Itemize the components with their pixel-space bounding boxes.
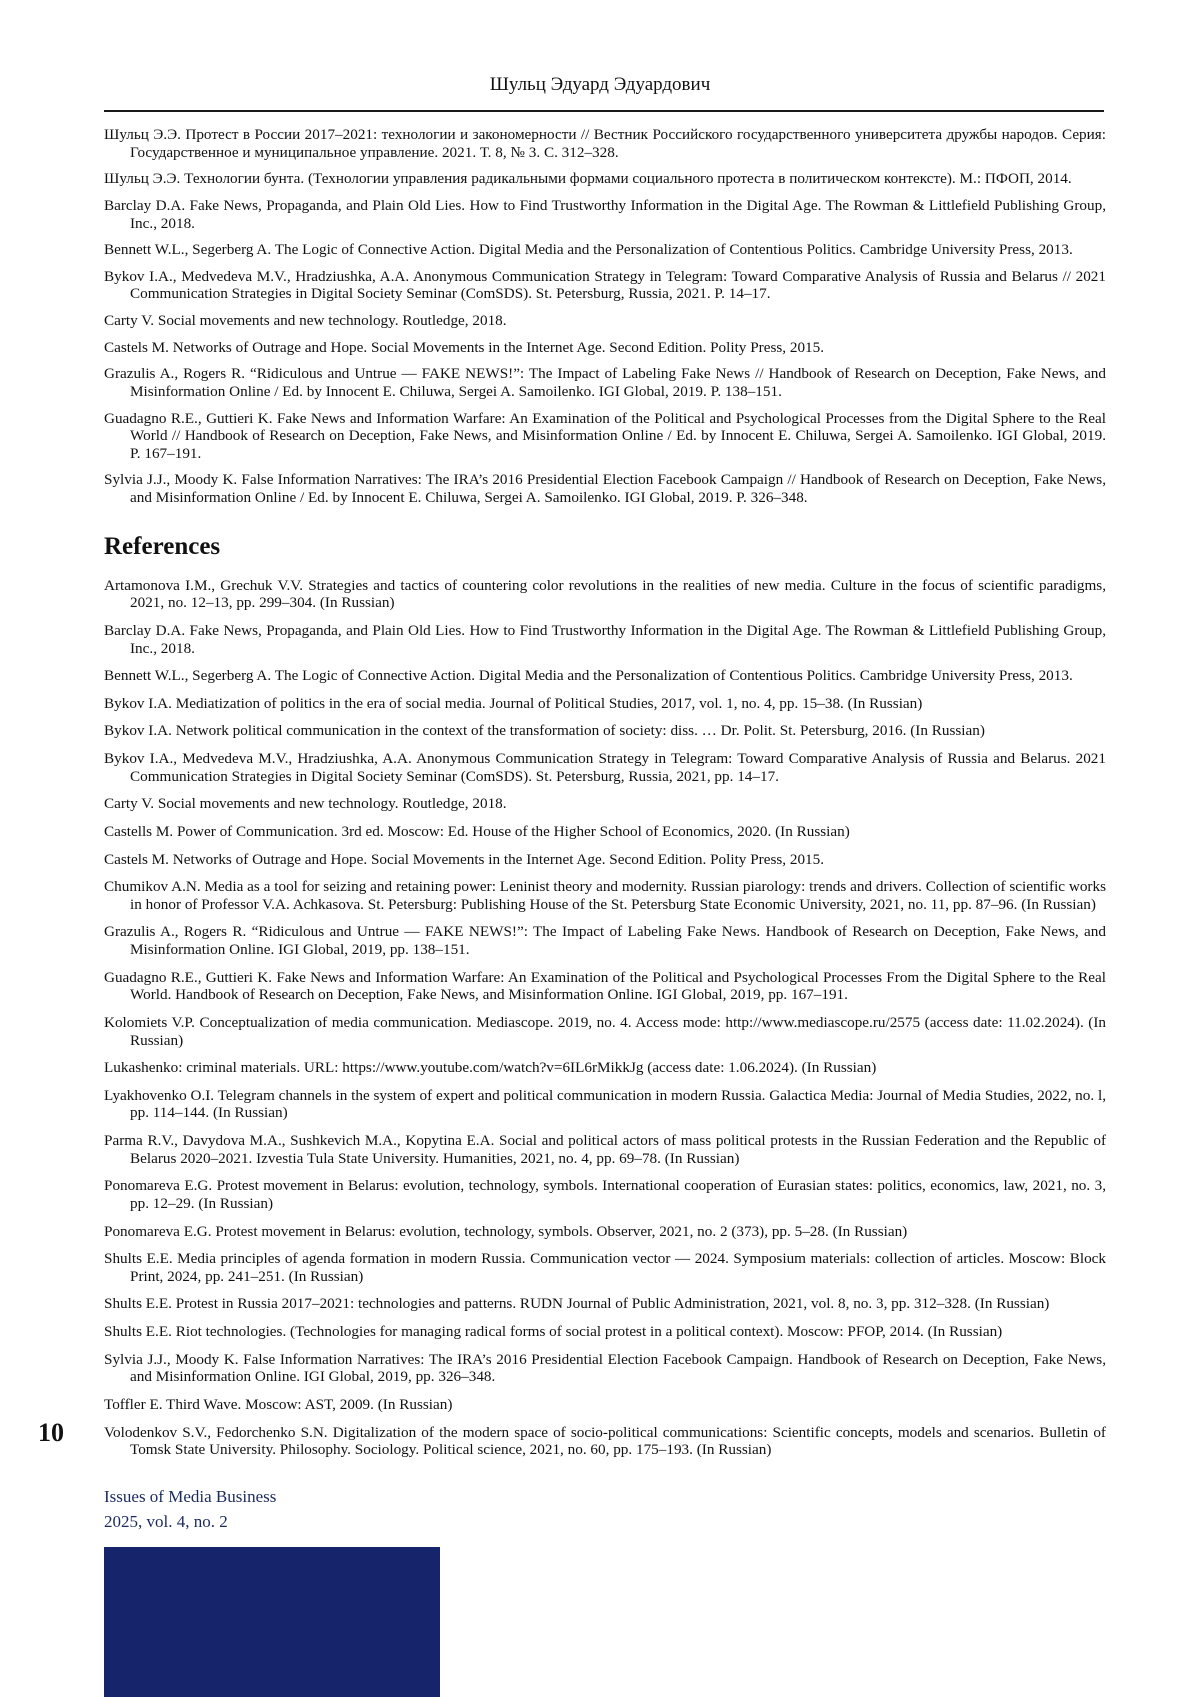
reference-item: Artamonova I.M., Grechuk V.V. Strategies and tactics of countering color revolutions in the realities of new media. Culture in the focus of scientific paradigms, 2021, no. 12–13, pp. 299–304. (In Russian) [104,576,1106,612]
reference-item: Sylvia J.J., Moody K. False Information Narratives: The IRA’s 2016 Presidential Election Facebook Campaign. Handbook of Research on Deception, Fake News, and Misinformation Online. IGI Global, 2019, pp. 326–348. [104,1350,1106,1386]
reference-item: Guadagno R.E., Guttieri K. Fake News and Information Warfare: An Examination of the Political and Psychological Processes From the Digital Sphere to the Real World. Handbook of Research on Deception, Fake News, and Misinformation Online. IGI Global, 2019, pp. 167–191. [104,968,1106,1004]
reference-item: Ponomareva E.G. Protest movement in Belarus: evolution, technology, symbols. International cooperation of Eurasian states: politics, economics, law, 2021, no. 3, pp. 12–29. (In Russian) [104,1177,1106,1212]
reference-item: Shults E.E. Media principles of agenda formation in modern Russia. Communication vector — 2024. Symposium materials: collection of articles. Moscow: Block Print, 2024, pp. 241–251. (In Russian) [104,1250,1106,1285]
reference-item: Bykov I.A., Medvedeva M.V., Hradziushka, A.A. Anonymous Communication Strategy in Telegram: Toward Comparative Analysis of Russia and Belarus. 2021 Communication Strategies in Digital Society Seminar (ComSDS). St. Petersburg, Russia, 2021, pp. 14–17. [104,750,1106,785]
reference-item: Castels M. Networks of Outrage and Hope. Social Movements in the Internet Age. Second Edition. Polity Press, 2015. [104,850,825,868]
reference-item: Parma R.V., Davydova M.A., Sushkevich M.A., Kopytina E.A. Social and political actors of mass political protests in the Russian Federation and the Republic of Belarus 2020–2021. Izvestia Tula State University. Humanities, 2021, no. 4, pp. 69–78. (In Russian) [104,1132,1106,1167]
reference-item: Bykov I.A., Medvedeva M.V., Hradziushka, A.A. Anonymous Communication Strategy in Telegram: Toward Comparative Analysis of Russia and Belarus // 2021 Communication Strategies in Digital Society Seminar (ComSDS). St. Petersburg, Russia, 2021. P. 14–17. [104,267,1106,303]
page-number: 10 [38,1418,64,1447]
reference-item: Шульц Э.Э. Технологии бунта. (Технологии управления радикальными формами социального протеста в политическом контексте). М.: ПФОП, 2014. [104,170,1072,188]
footer-color-bar [104,1547,440,1697]
reference-item: Barclay D.A. Fake News, Propaganda, and Plain Old Lies. How to Find Trustworthy Information in the Digital Age. The Rowman & Littlefield Publishing Group, Inc., 2018. [104,621,1106,657]
reference-item: Carty V. Social movements and new technology. Routledge, 2018. [104,312,507,329]
journal-issue: 2025, vol. 4, no. 2 [104,1511,228,1531]
reference-item: Volodenkov S.V., Fedorchenko S.N. Digitalization of the modern space of socio-political communications: Scientific concepts, models and scenarios. Bulletin of Tomsk State University. Philosophy. Sociology. Political science, 2021, no. 60, pp. 175–193. (In Russian) [104,1423,1106,1459]
reference-item: Guadagno R.E., Guttieri K. Fake News and Information Warfare: An Examination of the Political and Psychological Processes from the Digital Sphere to the Real World // Handbook of Research on Deception, Fake News, and Misinformation Online / Ed. by Innocent E. Chiluwa, Sergei A. Samoilenko. IGI Global, 2019. P. 167–191. [104,409,1106,462]
reference-item: Bennett W.L., Segerberg A. The Logic of Connective Action. Digital Media and the Personalization of Contentious Politics. Cambridge University Press, 2013. [104,241,1073,259]
reference-item: Sylvia J.J., Moody K. False Information Narratives: The IRA’s 2016 Presidential Election Facebook Campaign // Handbook of Research on Deception, Fake News, and Misinformation Online / Ed. by Innocent E. Chiluwa, Sergei A. Samoilenko. IGI Global, 2019. P. 326–348. [104,471,1106,506]
section-title-references: References [104,532,221,560]
reference-item: Bennett W.L., Segerberg A. The Logic of Connective Action. Digital Media and the Personalization of Contentious Politics. Cambridge University Press, 2013. [104,667,1073,685]
reference-item: Shults E.E. Riot technologies. (Technologies for managing radical forms of social protest in a political context). Moscow: PFOP, 2014. (In Russian) [104,1323,1003,1340]
reference-item: Castels M. Networks of Outrage and Hope. Social Movements in the Internet Age. Second Edition. Polity Press, 2015. [104,338,825,356]
reference-item: Carty V. Social movements and new technology. Routledge, 2018. [104,795,507,813]
references-english-list [104,577,1106,1459]
running-head: Шульц Эдуард Эдуардович [489,74,711,95]
page-content [104,126,1106,1469]
reference-item: Kolomiets V.P. Conceptualization of media communication. Mediascope. 2019, no. 4. Access mode: http://www.mediascope.ru/2575 (access date: 11.02.2024). (In Russian) [104,1013,1106,1049]
reference-item: Grazulis A., Rogers R. “Ridiculous and Untrue — FAKE NEWS!”: The Impact of Labeling Fake News // Handbook of Research on Deception, Fake News, and Misinformation Online / Ed. by Innocent E. Chiluwa, Sergei A. Samoilenko. IGI Global, 2019. P. 138–151. [104,365,1106,400]
reference-item: Ponomareva E.G. Protest movement in Belarus: evolution, technology, symbols. Observer, 2021, no. 2 (373), pp. 5–28. (In Russian) [104,1222,908,1240]
reference-item: Toffler E. Third Wave. Moscow: AST, 2009. (In Russian) [104,1395,453,1413]
reference-item: Chumikov A.N. Media as a tool for seizing and retaining power: Leninist theory and modernity. Russian piarology: trends and drivers. Collection of scientific works in honor of Professor V.A. Achkasova. St. Petersburg: Publishing House of the St. Petersburg State Economic University, 2021, no. 11, pp. 87–96. (In Russian) [104,878,1106,913]
reference-item: Bykov I.A. Network political communication in the context of the transformation of society: diss. … Dr. Polit. St. Petersburg, 2016. (In Russian) [104,722,985,740]
reference-item: Lyakhovenko O.I. Telegram channels in the system of expert and political communication in modern Russia. Galactica Media: Journal of Media Studies, 2022, no. l, pp. 114–144. (In Russian) [104,1086,1106,1122]
reference-item: Шульц Э.Э. Протест в России 2017–2021: технологии и закономерности // Вестник Российского государственного университета дружбы народов. Серия: Государственное и муниципальное управление. 2021. Т. 8, № 3. С. 312–328. [104,126,1106,161]
reference-item: Lukashenko: criminal materials. URL: https://www.youtube.com/watch?v=6IL6rMikkJg (access date: 1.06.2024). (In Russian) [104,1059,877,1077]
reference-item: Shults E.E. Protest in Russia 2017–2021: technologies and patterns. RUDN Journal of Public Administration, 2021, vol. 8, no. 3, pp. 312–328. (In Russian) [104,1295,1050,1313]
reference-item: Barclay D.A. Fake News, Propaganda, and Plain Old Lies. How to Find Trustworthy Information in the Digital Age. The Rowman & Littlefield Publishing Group, Inc., 2018. [104,196,1106,232]
reference-item: Castells M. Power of Communication. 3rd ed. Moscow: Ed. House of the Higher School of Economics, 2020. (In Russian) [104,822,850,840]
reference-item: Grazulis A., Rogers R. “Ridiculous and Untrue — FAKE NEWS!”: The Impact of Labeling Fake News. Handbook of Research on Deception, Fake News, and Misinformation Online. IGI Global, 2019, pp. 138–151. [104,923,1106,958]
journal-title: Issues of Media Business [104,1487,277,1506]
references-russian-list [104,126,1106,507]
journal-footer [104,1485,276,1534]
header-rule [104,110,1104,112]
reference-item: Bykov I.A. Mediatization of politics in the era of social media. Journal of Political Studies, 2017, vol. 1, no. 4, pp. 15–38. (In Russian) [104,694,923,712]
